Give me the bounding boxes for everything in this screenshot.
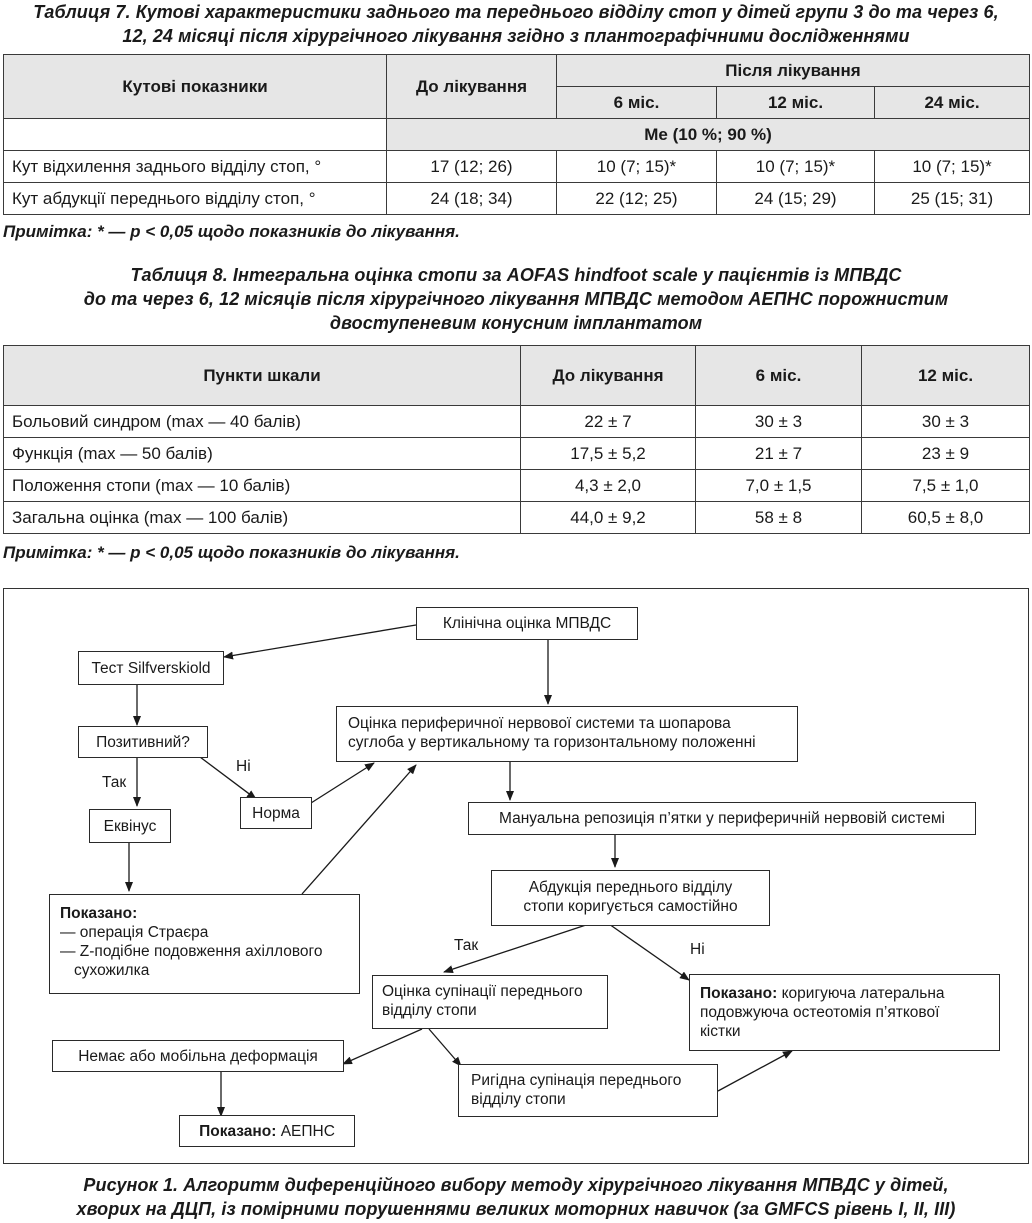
- table8-caption: [0, 263, 1032, 335]
- table7-caption-line: 12, 24 місяці після хірургічного лікування згідно з плантографічними дослідженнями: [122, 26, 910, 46]
- box-silfverskiold-test: Тест Silfverskiold: [78, 651, 224, 685]
- shown-item: — Z-подібне подовження ахіллового: [60, 943, 323, 960]
- table-cell: 23 ± 9: [862, 438, 1030, 470]
- table-cell: Положення стопи (max — 10 балів): [4, 470, 521, 502]
- table8-header-before: До лікування: [521, 346, 696, 406]
- table-cell: 30 ± 3: [862, 406, 1030, 438]
- box-norm: Норма: [240, 797, 312, 829]
- table7-note: Примітка: * — p < 0,05 щодо показників до лікування.: [3, 222, 460, 241]
- table8: [3, 345, 1030, 534]
- table-cell: 30 ± 3: [696, 406, 862, 438]
- box-rigid-line: відділу стопи: [471, 1091, 566, 1108]
- table-cell: 44,0 ± 9,2: [521, 502, 696, 534]
- table-cell: 7,5 ± 1,0: [862, 470, 1030, 502]
- figure-caption-line: хворих на ДЦП, із помірними порушеннями великих моторних навичок (за GMFCS рівень I, II, III): [76, 1199, 956, 1219]
- table-cell: Кут відхилення заднього відділу стоп, °: [4, 151, 387, 183]
- table-cell: Кут абдукції переднього відділу стоп, °: [4, 183, 387, 215]
- table-cell: 10 (7; 15)*: [557, 151, 717, 183]
- table-cell: 22 ± 7: [521, 406, 696, 438]
- arrow-rigid-to-osteotomy: [718, 1051, 792, 1091]
- table7-header-indicator: Кутові показники: [4, 55, 387, 119]
- box-equinus: Еквінус: [89, 809, 171, 843]
- arrow-abduction-to-osteotomy: [609, 924, 689, 980]
- osteotomy-text: кістки: [700, 1023, 741, 1040]
- table-cell: 21 ± 7: [696, 438, 862, 470]
- table-cell: 4,3 ± 2,0: [521, 470, 696, 502]
- table7-header-after: Після лікування: [557, 55, 1030, 87]
- table-cell: 17 (12; 26): [387, 151, 557, 183]
- shown-item: сухожилка: [74, 962, 150, 979]
- figure-caption-line: Рисунок 1. Алгоритм диференційного вибору методу хірургічного лікування МПВДС у дітей,: [83, 1175, 949, 1195]
- arrow-norm-to-assessment: [311, 763, 374, 803]
- table-cell: 17,5 ± 5,2: [521, 438, 696, 470]
- table8-header-item: Пункти шкали: [4, 346, 521, 406]
- label-no: Ні: [236, 758, 251, 775]
- table-cell: Функція (max — 50 балів): [4, 438, 521, 470]
- table7-caption: [0, 0, 1032, 48]
- table-cell: 24 (18; 34): [387, 183, 557, 215]
- table-cell: 24 (15; 29): [717, 183, 875, 215]
- aepns-title: Показано:: [199, 1122, 277, 1140]
- box-abduction-question: [491, 870, 770, 926]
- box-assessment-line: суглоба у вертикальному та горизонтальному положенні: [348, 734, 756, 751]
- table-cell: 10 (7; 15)*: [717, 151, 875, 183]
- table-cell: 7,0 ± 1,5: [696, 470, 862, 502]
- table-row: [4, 502, 1030, 534]
- label-yes: Так: [454, 937, 479, 954]
- table7: [3, 54, 1030, 215]
- table8-caption-line: до та через 6, 12 місяців після хірургічного лікування МПВДС методом АЕПНС порожнистим: [83, 289, 949, 309]
- osteotomy-title: Показано:: [700, 985, 778, 1002]
- table8-header-12m: 12 міс.: [862, 346, 1030, 406]
- table-cell: 60,5 ± 8,0: [862, 502, 1030, 534]
- table8-header-6m: 6 міс.: [696, 346, 862, 406]
- table7-header-before: До лікування: [387, 55, 557, 119]
- box-shown-equinus-treatment: [49, 894, 360, 994]
- table-row: [4, 183, 1030, 215]
- arrow-supination-to-rigid: [429, 1029, 461, 1066]
- table7-header-24m: 24 міс.: [875, 87, 1030, 119]
- table8-caption-line: Таблиця 8. Інтегральна оцінка стопи за AOFAS hindfoot scale у пацієнтів із МПВДС: [130, 265, 902, 285]
- box-abduction-line: стопи коригується самостійно: [523, 898, 738, 915]
- table-cell: Больовий синдром (max — 40 балів): [4, 406, 521, 438]
- osteotomy-text: подовжуюча остеотомія п’яткової: [700, 1004, 940, 1021]
- table7-header-6m: 6 міс.: [557, 87, 717, 119]
- table8-caption-line: двоступеневим конусним імплантатом: [329, 313, 703, 333]
- shown-item: — операція Страєра: [60, 924, 209, 941]
- shown-title: Показано:: [60, 905, 138, 922]
- box-mobile-deformation: Немає або мобільна деформація: [52, 1040, 344, 1072]
- box-shown-osteotomy: [689, 974, 1000, 1051]
- flowchart: [3, 588, 1029, 1164]
- box-assessment-line: Оцінка периферичної нервової системи та шопарова: [348, 715, 731, 732]
- table7-header-12m: 12 міс.: [717, 87, 875, 119]
- box-forefoot-supination: [372, 975, 608, 1029]
- label-yes: Так: [102, 774, 127, 791]
- aepns-text: АЕПНС: [276, 1122, 335, 1140]
- box-assessment: [336, 706, 798, 762]
- arrow-clinical-to-silfverskiold: [224, 625, 416, 657]
- table-cell: 25 (15; 31): [875, 183, 1030, 215]
- box-positive-question: Позитивний?: [78, 726, 208, 758]
- osteotomy-text: коригуюча латеральна: [777, 985, 945, 1002]
- table-row: [4, 151, 1030, 183]
- box-clinical-assessment: Клінічна оцінка МПВДС: [416, 607, 638, 640]
- box-rigid-supination: [458, 1064, 718, 1117]
- box-rigid-line: Ригідна супінація переднього: [471, 1072, 682, 1089]
- table-cell: 58 ± 8: [696, 502, 862, 534]
- table8-note: Примітка: * — p < 0,05 щодо показників до лікування.: [3, 543, 460, 562]
- table7-header-stat: Me (10 %; 90 %): [387, 119, 1030, 151]
- arrow-supination-to-mobile: [343, 1029, 422, 1064]
- label-no: Ні: [690, 941, 705, 958]
- box-abduction-line: Абдукція переднього відділу: [528, 879, 733, 896]
- table-row: [4, 438, 1030, 470]
- box-manual-reposition: Мануальна репозиція п’ятки у периферичній нервовій системі: [468, 802, 976, 835]
- box-supination-line: відділу стопи: [382, 1002, 477, 1019]
- table7-caption-line: Таблиця 7. Кутові характеристики заднього та переднього відділу стоп у дітей групи 3 до та через 6,: [33, 2, 999, 22]
- table-row: [4, 470, 1030, 502]
- box-supination-line: Оцінка супінації переднього: [382, 983, 583, 1000]
- table-row: [4, 406, 1030, 438]
- figure-caption: [0, 1173, 1032, 1221]
- table-cell: Загальна оцінка (max — 100 балів): [4, 502, 521, 534]
- table-cell: 22 (12; 25): [557, 183, 717, 215]
- table-cell: 10 (7; 15)*: [875, 151, 1030, 183]
- arrow-shown-to-assessment: [302, 765, 416, 894]
- box-shown-aepns: [179, 1115, 355, 1147]
